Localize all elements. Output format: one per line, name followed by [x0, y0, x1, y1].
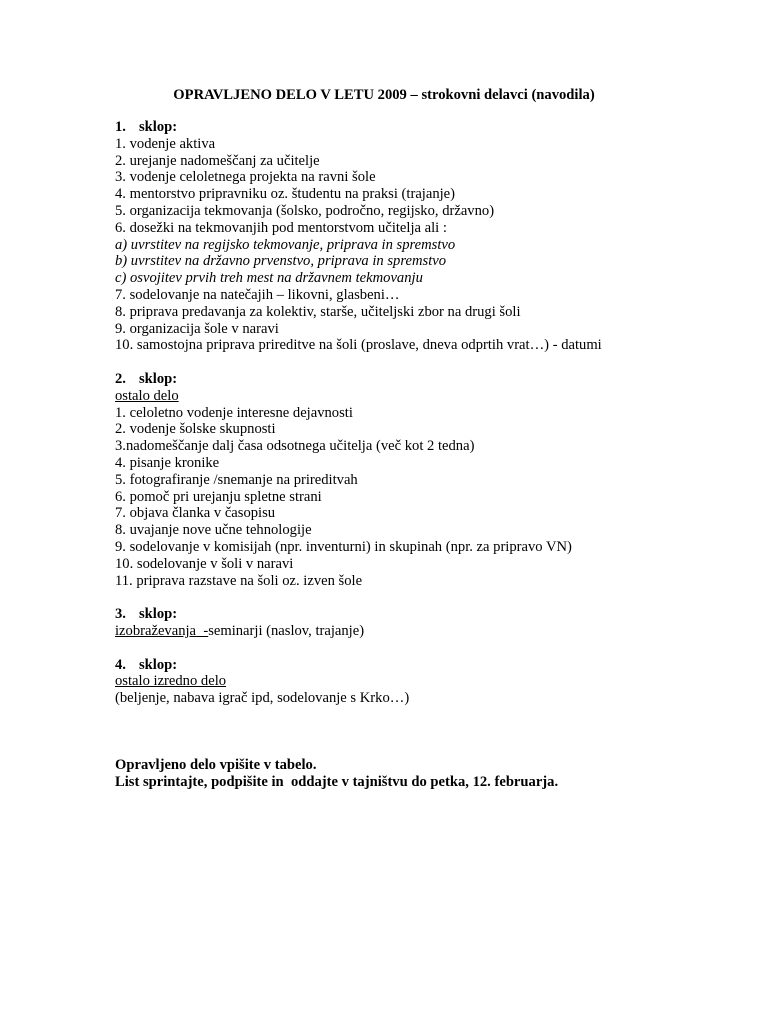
footer-instruction-1: Opravljeno delo vpišite v tabelo.: [115, 757, 317, 774]
section-2-item: 4. pisanje kronike: [115, 454, 220, 471]
section-1-item: 9. organizacija šole v naravi: [115, 320, 279, 337]
section-2-item: 1. celoletno vodenje interesne dejavnosti: [115, 404, 353, 421]
section-2-subtitle: ostalo delo: [115, 387, 179, 404]
section-1-item: 1. vodenje aktiva: [115, 135, 216, 152]
section-4-note: (beljenje, nabava igrač ipd, sodelovanje s Krko…): [115, 690, 410, 707]
document-title: OPRAVLJENO DELO V LETU 2009 – strokovni delavci (navodila): [173, 87, 595, 103]
spacer: [115, 589, 735, 606]
section-1-item: 3. vodenje celoletnega projekta na ravni šole: [115, 169, 376, 186]
spacer: [115, 354, 735, 371]
section-1-number: 1.: [115, 119, 126, 135]
section-3-subtitle-underlined: izobraževanja -: [115, 622, 209, 639]
section-3-label: sklop:: [139, 606, 178, 623]
section-1-subitem: c) osvojitev prvih treh mest na državnem tekmovanju: [115, 270, 423, 287]
section-1-item: 10. samostojna priprava prireditve na šoli (proslave, dneva odprtih vrat…) - datumi: [115, 337, 602, 354]
section-1-item: 7. sodelovanje na natečajih – likovni, glasbeni…: [115, 286, 400, 303]
section-3-heading: [115, 606, 735, 623]
section-3-subtitle-rest: seminarji (naslov, trajanje): [208, 622, 365, 639]
section-1-subitem: a) uvrstitev na regijsko tekmovanje, priprava in spremstvo: [115, 236, 456, 253]
section-2-item: 6. pomoč pri urejanju spletne strani: [115, 488, 322, 505]
footer-instruction-2: List sprintajte, podpišite in oddajte v tajništvu do petka, 12. februarja.: [115, 774, 559, 791]
section-2-heading: [115, 371, 735, 388]
section-3-number: 3.: [115, 606, 126, 623]
section-4-subtitle: ostalo izredno delo: [115, 673, 227, 690]
section-2-item: 8. uvajanje nove učne tehnologije: [115, 522, 312, 539]
section-4-label: sklop:: [139, 656, 178, 673]
spacer: [115, 640, 735, 657]
section-2-item: 5. fotografiranje /snemanje na prireditvah: [115, 471, 358, 488]
section-3-subtitle: [115, 623, 735, 640]
spacer: [115, 707, 735, 757]
section-4-heading: [115, 657, 735, 674]
section-2-item: 11. priprava razstave na šoli oz. izven šole: [115, 572, 363, 589]
section-2-item: 7. objava članka v časopisu: [115, 505, 276, 522]
document-body: [115, 119, 735, 791]
section-2-item: 9. sodelovanje v komisijah (npr. inventurni) in skupinah (npr. za pripravo VN): [115, 538, 572, 555]
section-2-label: sklop:: [139, 370, 178, 387]
section-1-subitem: b) uvrstitev na državno prvenstvo, priprava in spremstvo: [115, 253, 447, 270]
section-2-item: 3.nadomeščanje dalj časa odsotnega učitelja (več kot 2 tedna): [115, 438, 475, 455]
section-1-item: 5. organizacija tekmovanja (šolsko, področno, regijsko, državno): [115, 202, 495, 219]
section-1-item: 6. dosežki na tekmovanjih pod mentorstvom učitelja ali :: [115, 219, 447, 236]
section-4-number: 4.: [115, 656, 126, 673]
section-2-number: 2.: [115, 370, 126, 387]
section-1-item: 2. urejanje nadomeščanj za učitelje: [115, 152, 320, 169]
section-2-item: 10. sodelovanje v šoli v naravi: [115, 555, 294, 572]
section-1-item: 8. priprava predavanja za kolektiv, starše, učiteljski zbor na drugi šoli: [115, 303, 521, 320]
section-1-heading: [115, 119, 735, 136]
section-2-item: 2. vodenje šolske skupnosti: [115, 421, 276, 438]
section-1-label: sklop:: [139, 119, 178, 135]
section-1-item: 4. mentorstvo pripravniku oz. študentu na praksi (trajanje): [115, 186, 456, 203]
